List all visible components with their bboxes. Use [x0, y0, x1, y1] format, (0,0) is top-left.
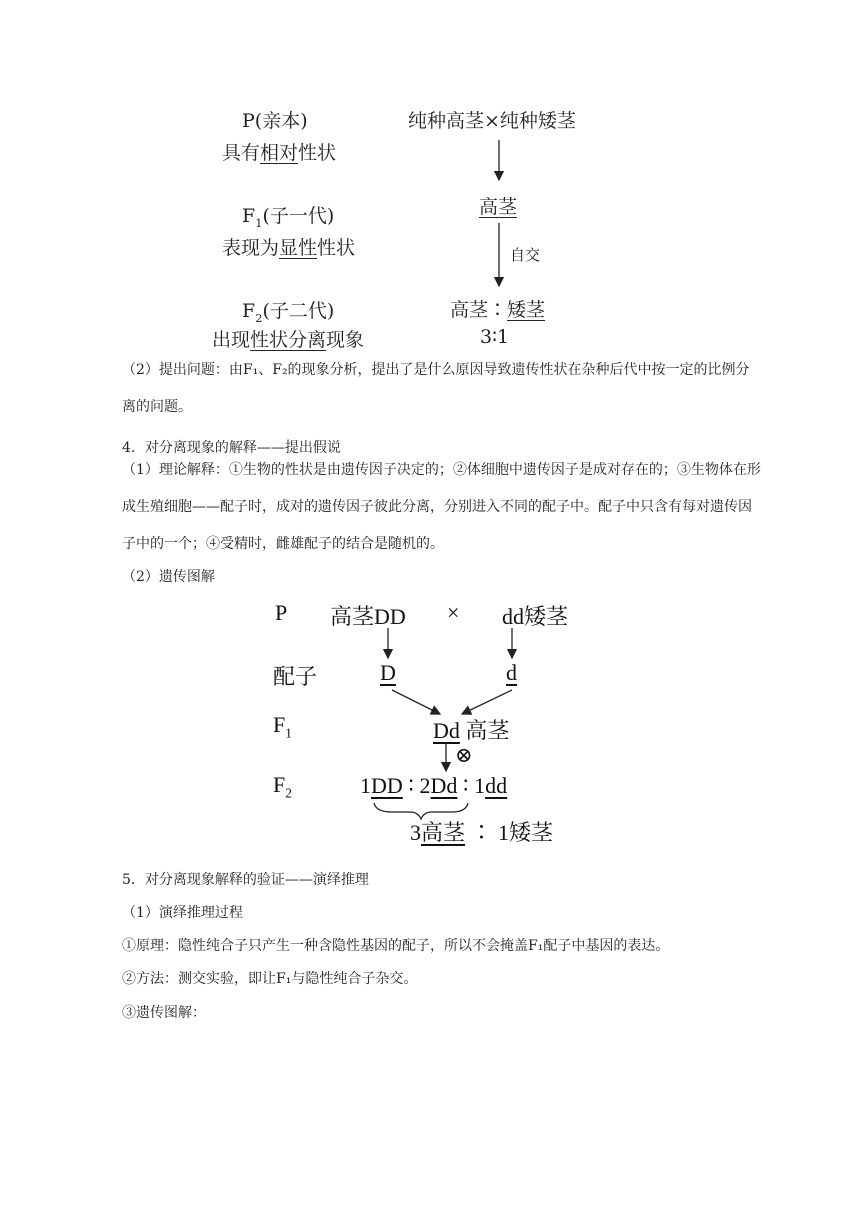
p-description: 具有相对性状	[222, 142, 337, 164]
row-p: P	[275, 600, 288, 625]
row-f2: $F_2$	[273, 772, 292, 801]
arrow-dsmall-to-f1	[462, 690, 512, 714]
question-paragraph: （2）提出问题：由F₁、F₂的现象分析，提出了是什么原因导致遗传性状在杂种后代中按一定的比例分离的问题。	[122, 362, 750, 415]
theory-paragraph: （1）理论解释：①生物的性状是由遗传因子决定的；②体细胞中遗传因子是成对存在的；③生物体在形成生殖细胞——配子时，成对的遗传因子彼此分离，分别进入不同的配子中。配子中只含有每对遗传因子中的一个；④受精时，雌雄配子的结合是随机的。	[122, 462, 761, 552]
f1-result: 高茎	[479, 196, 518, 218]
self-cross-symbol: ⊗	[455, 743, 473, 767]
short-parent: dd矮茎	[502, 604, 569, 629]
row-gamete: 配子	[273, 664, 318, 689]
heading-4: 4．对分离现象的解释——提出假说	[122, 440, 341, 456]
arrow-d-to-f1	[392, 690, 440, 714]
cross-symbol: ×	[447, 600, 460, 625]
gamete-dominant: D	[380, 660, 396, 685]
gamete-recessive: d	[506, 660, 517, 685]
f2-result: 高茎∶矮茎	[450, 299, 546, 321]
brace-tall	[374, 803, 468, 819]
p-label: P(亲本)	[242, 110, 308, 132]
selfing-label: 自交	[510, 246, 541, 264]
f1-genotype-phenotype: Dd 高茎	[433, 718, 510, 743]
diagram-3-label: ③遗传图解：	[122, 1005, 206, 1021]
cross-text: 纯种高茎×纯种矮茎	[408, 110, 576, 132]
diagram-label: （2）遗传图解	[122, 569, 215, 585]
f2-phenotypes: 3高茎 ∶ 1矮茎	[410, 820, 554, 845]
heading-5: 5．对分离现象解释的验证——演绎推理	[122, 872, 369, 888]
f2-ratio: 3∶1	[480, 326, 510, 348]
f2-label: $F_2$(子二代)	[242, 300, 335, 325]
f1-label: $F_1$(子一代)	[242, 205, 335, 230]
tall-parent: 高茎DD	[330, 604, 406, 629]
principle-text: ①原理：隐性纯合子只产生一种含隐性基因的配子，所以不会掩盖F₁配子中基因的表达。	[122, 938, 670, 954]
f2-genotypes: 1DD ∶ 2Dd ∶ 1dd	[360, 773, 508, 798]
row-f1: $F_1$	[273, 712, 292, 741]
process-label: （1）演绎推理过程	[122, 905, 243, 921]
method-text: ②方法：测交实验，即让F₁与隐性纯合子杂交。	[122, 971, 418, 987]
f1-description: 表现为显性性状	[222, 237, 356, 259]
f2-description: 出现性状分离现象	[212, 329, 365, 351]
